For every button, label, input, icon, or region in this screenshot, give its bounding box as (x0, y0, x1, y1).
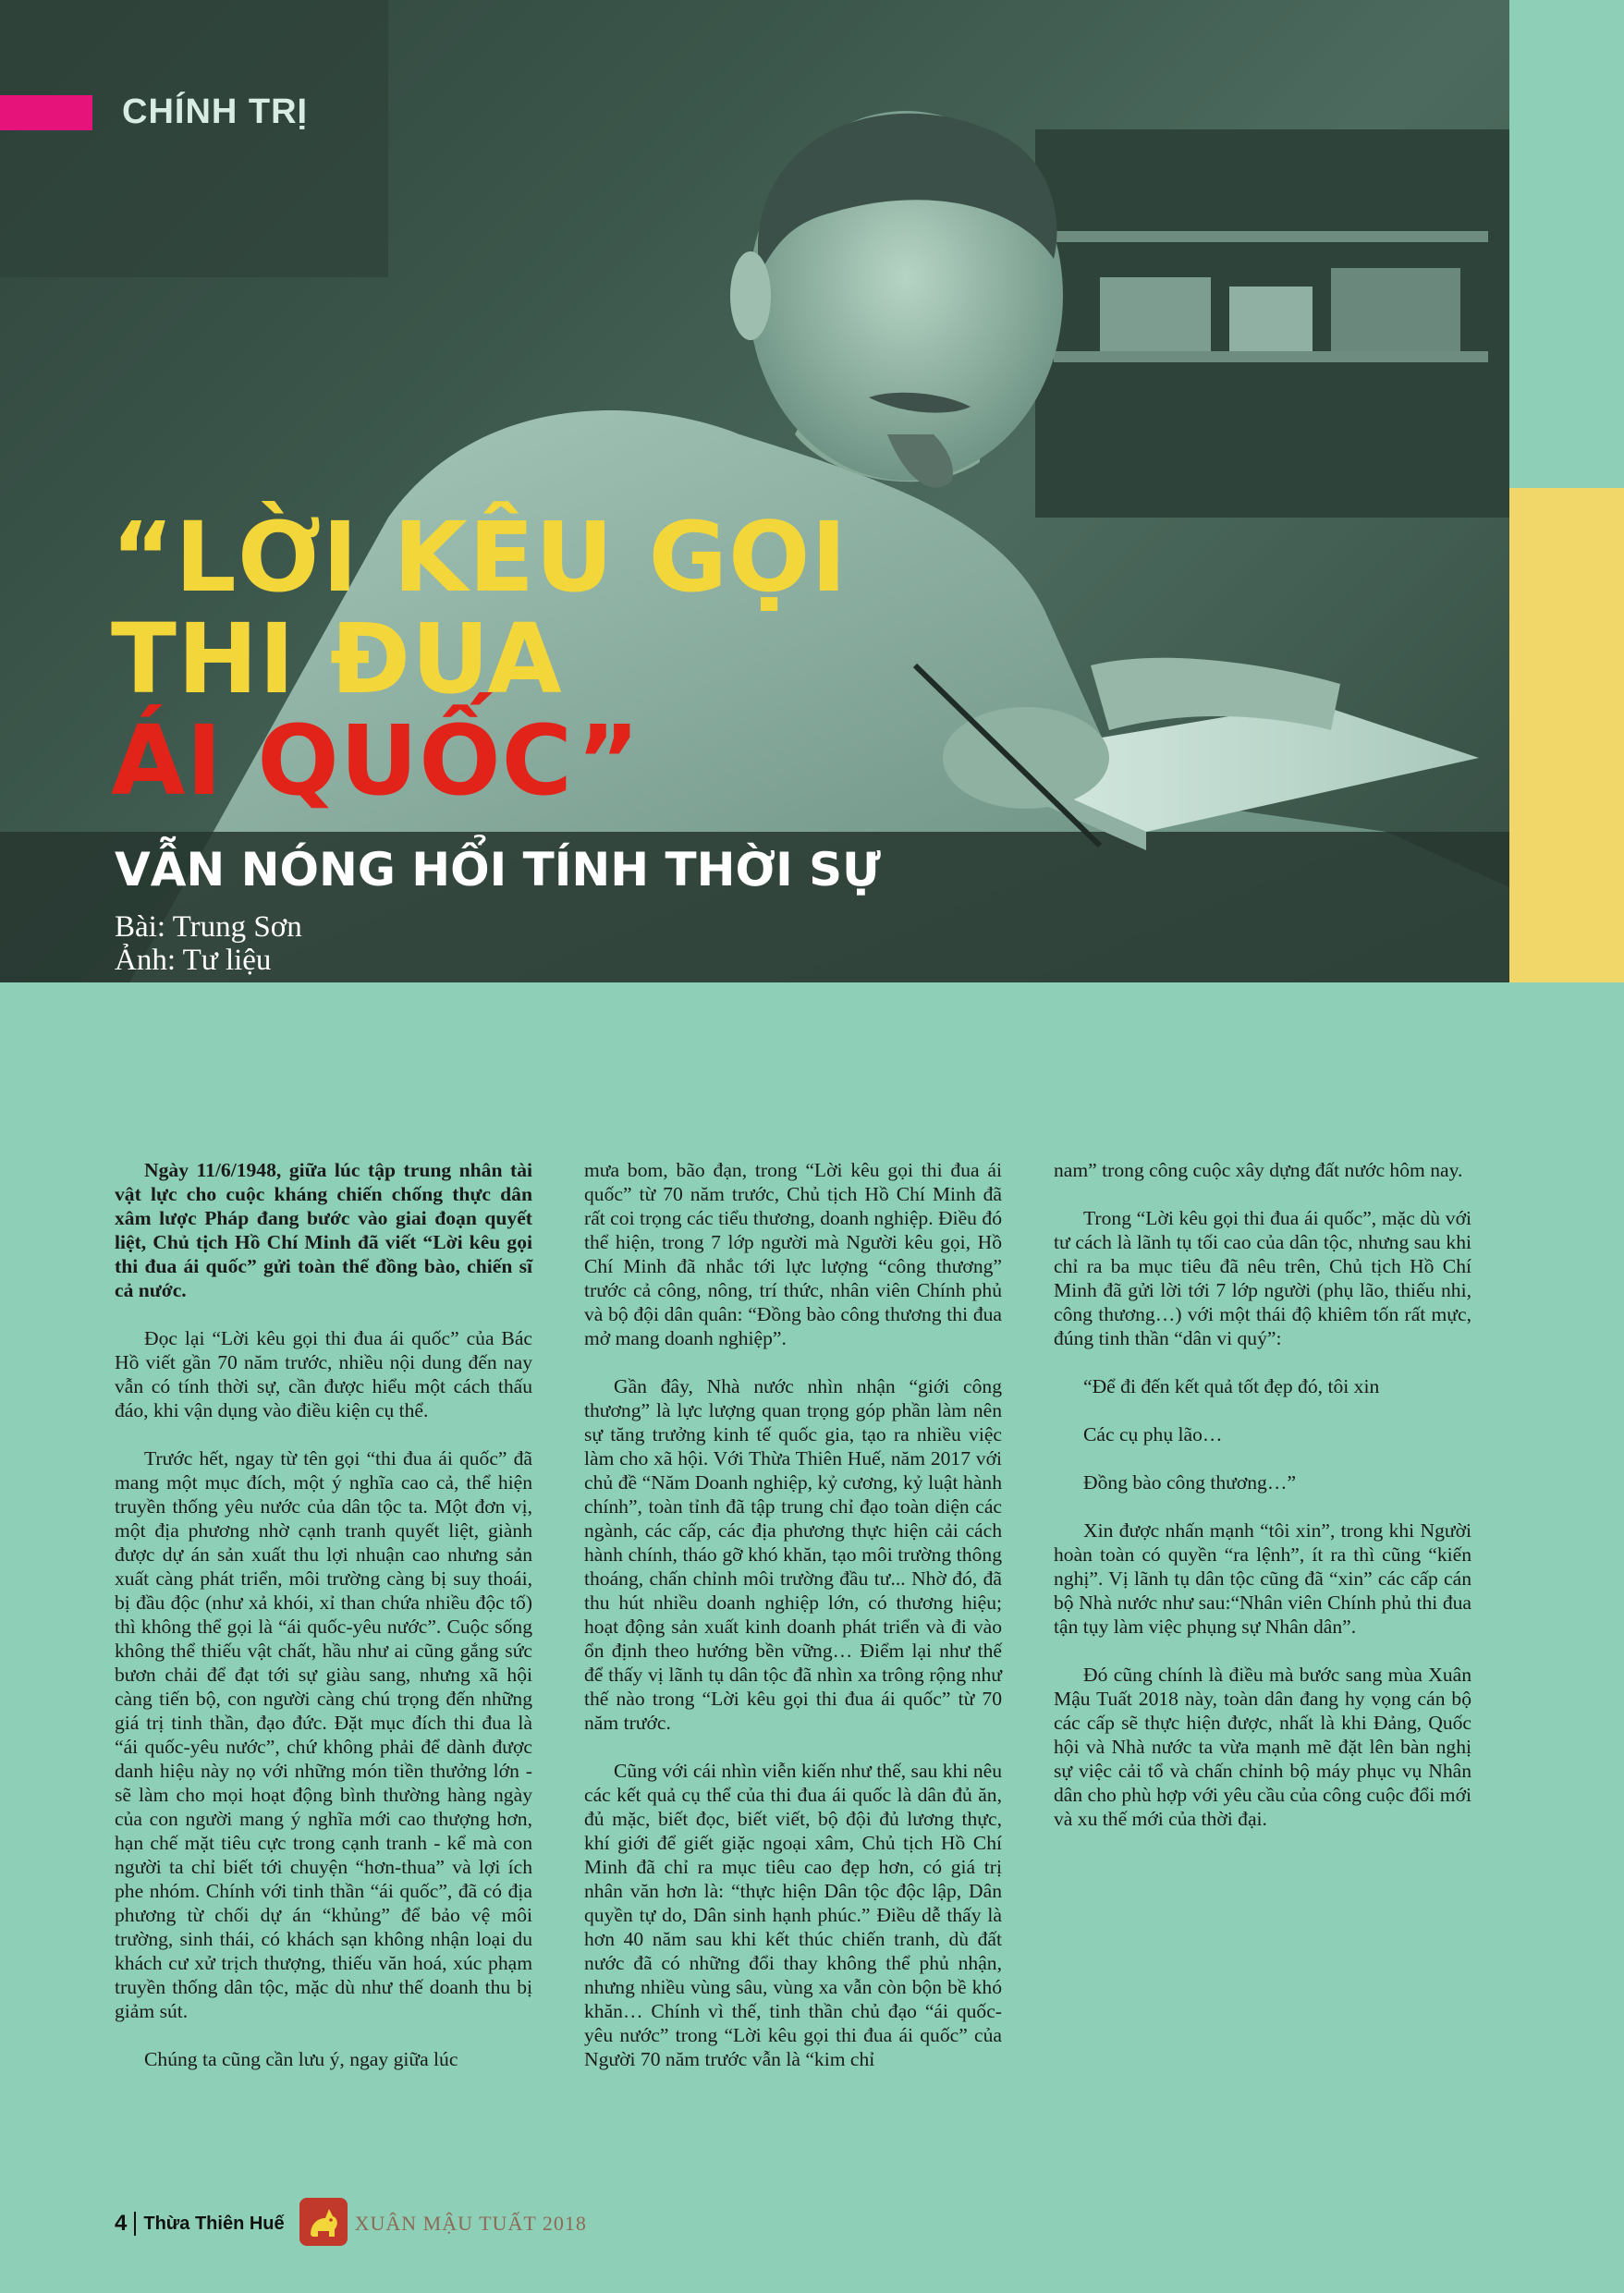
article-column-3 (1054, 1158, 1471, 1855)
title-line-1: “LỜI KÊU GỌI (111, 501, 849, 614)
section-marker (0, 95, 92, 130)
paragraph: mưa bom, bão đạn, trong “Lời kêu gọi thi đua ái quốc” từ 70 năm trước, Chủ tịch Hồ Chí Minh đã rất coi trọng các tiểu thương, doanh nghiệp. Điều đó thể hiện, trong 7 lớp người mà Người kêu gọi, Hồ Chí Minh đã nhắc tới lực lượng “công thương” trước cả công, nông, trí thức, nhân viên Chính phủ và bộ đội dân quân: “Đồng bào công thương thi đua mở mang doanh nghiệp”. (584, 1159, 1002, 1349)
dog-emblem-icon (298, 2196, 349, 2252)
paragraph: Đó cũng chính là điều mà bước sang mùa Xuân Mậu Tuất 2018 này, toàn dân đang hy vọng cán bộ các cấp sẽ thực hiện được, nhất là khi Đảng, Quốc hội và Nhà nước ta vừa mạnh mẽ đặt lên bàn nghị sự việc cải tổ và chấn chỉnh bộ máy phục vụ Nhân dân cho phù hợp với yêu cầu của công cuộc đổi mới và xu thế mới của thời đại. (1054, 1664, 1471, 1830)
article-title (111, 501, 849, 817)
page-number: 4 (115, 2211, 128, 2236)
byline (115, 910, 302, 977)
paragraph: Đọc lại “Lời kêu gọi thi đua ái quốc” của Bác Hồ viết gần 70 năm trước, nhiều nội dung đến nay vẫn có tính thời sự, cần được hiểu một cách thấu đáo, khi vận dụng vào điều kiện cụ thể. (115, 1327, 532, 1421)
quote-line: Các cụ phụ lão… (1083, 1423, 1223, 1445)
portrait-illustration (0, 0, 1509, 982)
quote-line: Đồng bào công thương…” (1083, 1471, 1297, 1494)
paragraph: Gần đây, Nhà nước nhìn nhận “giới công thương” là lực lượng quan trọng góp phần làm nên sự tăng trưởng kinh tế quốc gia, tạo ra nhiều việc làm cho xã hội. Với Thừa Thiên Huế, năm 2017 với chủ đề “Năm Doanh nghiệp, kỷ cương, kỷ luật hành chính”, toàn tỉnh đã tập trung chỉ đạo toàn diện các ngành, các cấp, các địa phương thực hiện cải cách hành chính, tháo gỡ khó khăn, tạo môi trường thông thoáng, chấn chỉnh môi trường đầu tư... Nhờ đó, đã thu hút nhiều doanh nghiệp lớn, có thương hiệu; hoạt động sản xuất kinh doanh phát triển và đi vào ổn định theo hướng bền vững… Điểm lại như thế để thấy vị lãnh tụ dân tộc đã nhìn xa trông rộng như thế nào trong “Lời kêu gọi thi đua ái quốc” từ 70 năm trước. (584, 1375, 1002, 1734)
footer-divider (134, 2212, 136, 2236)
article-subtitle: VẪN NÓNG HỔI TÍNH THỜI SỰ (115, 843, 881, 896)
article-column-1 (115, 1158, 532, 2095)
section-label: CHÍNH TRỊ (122, 92, 309, 131)
side-accent-bar (1509, 488, 1624, 982)
lead-paragraph: Ngày 11/6/1948, giữa lúc tập trung nhân tài vật lực cho cuộc kháng chiến chống thực dân xâm lược Pháp đang bước vào giai đoạn quyết liệt, Chủ tịch Hồ Chí Minh đã viết “Lời kêu gọi thi đua ái quốc” gửi toàn thể đồng bào, chiến sĩ cả nước. (115, 1159, 532, 1301)
paragraph: nam” trong công cuộc xây dựng đất nước hôm nay. (1054, 1159, 1463, 1181)
title-line-2: THI ĐUA (111, 603, 563, 715)
quote-line: “Để đi đến kết quả tốt đẹp đó, tôi xin (1083, 1375, 1380, 1397)
hero-photo (0, 0, 1509, 982)
paragraph: Trước hết, ngay từ tên gọi “thi đua ái quốc” đã mang một mục đích, một ý nghĩa cao cả, thể hiện truyền thống yêu nước của dân tộc ta. Một đơn vị, một địa phương nhờ cạnh tranh quyết liệt, giành được dự án sản xuất thu lợi nhuận cao nhưng sản xuất càng phát triển, môi trường càng bị suy thoái, bị đầu độc (như xả khói, xỉ than chứa nhiều độc tố) thì không thể gọi là “ái quốc-yêu nước”. Cuộc sống không thể thiếu vật chất, hầu như ai cũng gắng sức bươn chải để đạt tới sự giàu sang, nhưng xã hội càng tiến bộ, con người càng chú trọng đến những giá trị tinh thần, đạo đức. Đặt mục đích thi đua là “ái quốc-yêu nước”, chứ không phải để dành được danh hiệu này nọ với những món tiền thưởng lớn - sẽ làm cho mọi hoạt động bình thường hàng ngày của con người mang ý nghĩa mới cao thượng hơn, hạn chế mặt tiêu cực trong cạnh tranh - kể mà con người ta chỉ biết tới chuyện “hơn-thua” và lợi ích phe nhóm. Chính với tinh thần “ái quốc”, đã có địa phương từ chối dự án “khủng” để bảo vệ môi trường, sinh thái, có khách sạn không nhận loại du khách cư xử trịch thượng, thiếu văn hoá, xúc phạm truyền thống dân tộc, mặc dù như thế doanh thu bị giảm sút. (115, 1447, 532, 2022)
paragraph: Cũng với cái nhìn viễn kiến như thế, sau khi nêu các kết quả cụ thể của thi đua ái quốc là dân đủ ăn, đủ mặc, biết đọc, biết viết, bộ đội đủ lương thực, khí giới để giết giặc ngoại xâm, Chủ tịch Hồ Chí Minh đã chỉ ra mục tiêu cao đẹp hơn, có giá trị nhân văn hơn là: “thực hiện Dân tộc độc lập, Dân quyền tự do, Dân sinh hạnh phúc.” Điều dễ thấy là hơn 40 năm sau khi kết thúc chiến tranh, dù đất nước đã có những đổi thay không thể phủ nhận, nhưng nhiều vùng sâu, vùng xa vẫn còn bộn bề khó khăn… Chính vì thế, tinh thần chủ đạo “ái quốc-yêu nước” trong “Lời kêu gọi thi đua ái quốc” của Người 70 năm trước vẫn là “kim chỉ (584, 1760, 1002, 2070)
article-column-2 (584, 1158, 1002, 2095)
page-footer (115, 2205, 587, 2242)
issue-label: XUÂN MẬU TUẤT 2018 (354, 2212, 587, 2235)
paragraph: Trong “Lời kêu gọi thi đua ái quốc”, mặc dù với tư cách là lãnh tụ tối cao của dân tộc, nhưng sau khi chỉ ra ba mục tiêu đã nêu trên, Chủ tịch Hồ Chí Minh đã gửi lời tới 7 lớp người (phụ lão, thiếu nhi, công thương…) với một thái độ khiêm tốn rất mực, đúng tinh thần “dân vi quý”: (1054, 1207, 1471, 1349)
author: Bài: Trung Sơn (115, 910, 302, 944)
paragraph: Chúng ta cũng cần lưu ý, ngay giữa lúc (144, 2048, 458, 2070)
paragraph: Xin được nhấn mạnh “tôi xin”, trong khi Người hoàn toàn có quyền “ra lệnh”, ít ra thì cũng “kiến nghị”. Vị lãnh tụ dân tộc cũng đã “xin” các cấp cán bộ Nhà nước như sau:“Nhân viên Chính phủ thi đua tận tụy làm việc phụng sự Nhân dân”. (1054, 1519, 1471, 1638)
photo-credit: Ảnh: Tư liệu (115, 944, 272, 977)
publication-name: Thừa Thiên Huế (143, 2213, 285, 2234)
title-line-3: ÁI QUỐC” (111, 704, 641, 817)
